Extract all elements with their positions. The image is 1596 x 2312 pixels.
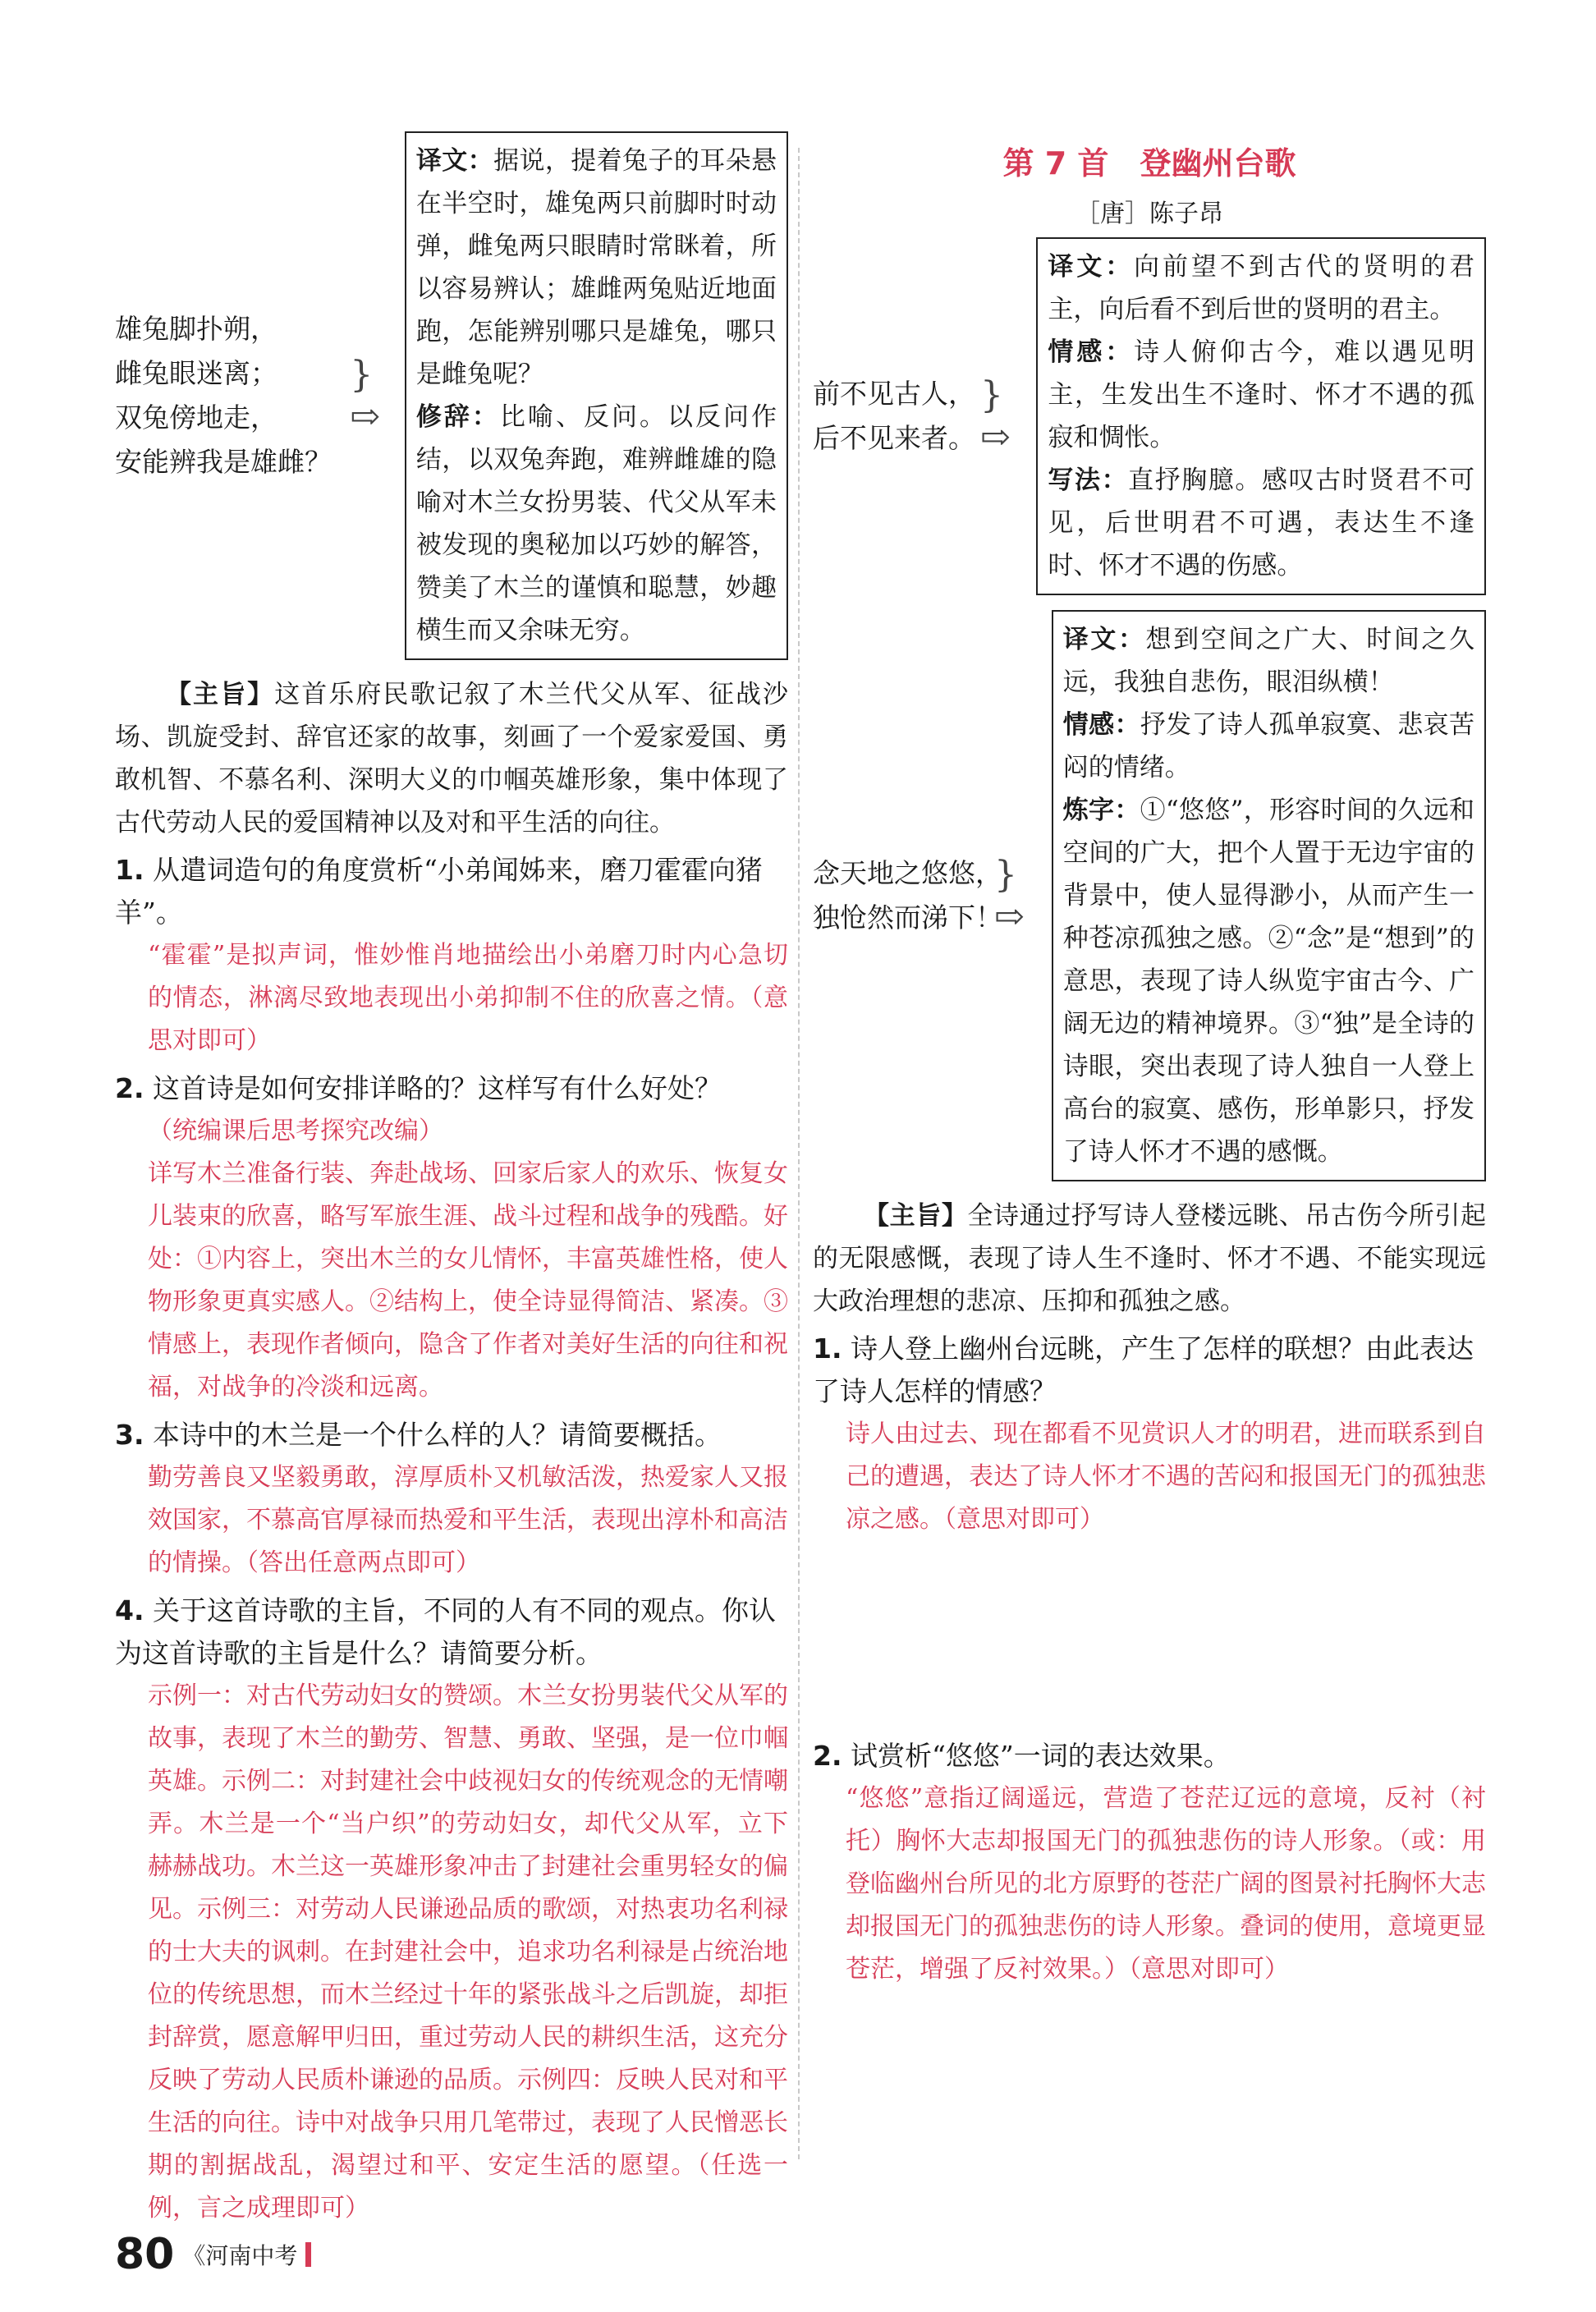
verse-annotation (813, 610, 1486, 1181)
question-item (115, 1414, 788, 1585)
annotation-box (1036, 237, 1486, 595)
bracket-arrow-icon: }⇨ (980, 374, 1011, 458)
gist-paragraph (813, 1195, 1486, 1323)
emotion-text: 抒发了诗人孤单寂寞、悲哀苦闷的情绪。 (1062, 710, 1474, 782)
answer-text: 详写木兰准备行装、奔赴战场、回家后家人的欢乐、恢复女儿装束的欣喜，略写军旅生涯、战斗过程和战争的残酷。好处：①内容上，突出木兰的女儿情怀，丰富英雄性格，使人物形象更真实感人。②结构上，使全诗显得简洁、紧凑。③情感上，表现作者倾向，隐含了作者对美好生活的向往和祝福，对战争的冷淡和远离。 (148, 1159, 788, 1401)
emotion-text: 诗人俯仰古今，难以遇见明主，生发出生不逢时、怀才不遇的孤寂和惆怅。 (1048, 337, 1475, 452)
method-text: 直抒胸臆。感叹古时贤君不可见，后世明君不可遇，表达生不逢时、怀才不遇的伤感。 (1048, 466, 1475, 580)
right-column (813, 131, 1486, 1991)
gist-text: 这首乐府民歌记叙了木兰代父从军、征战沙场、凯旋受封、辞官还家的故事，刻画了一个爱家爱国、勇敢机智、不慕名利、深明大义的巾帼英雄形象，集中体现了古代劳动人民的爱国精神以及对和平生活的向往。 (115, 680, 789, 837)
verse-lines (813, 851, 1002, 940)
word-entry (1063, 789, 1474, 1173)
column-divider (798, 148, 800, 2159)
gist-label: 【主旨】 (166, 680, 275, 709)
emotion-entry (1063, 704, 1474, 789)
question-prompt: 试赏析“悠悠”一词的表达效果。 (851, 1740, 1231, 1772)
bracket-arrow-icon: }⇨ (994, 854, 1025, 938)
question-text (115, 1414, 788, 1456)
translation-label: 译文： (1048, 252, 1135, 282)
gist-paragraph (115, 673, 788, 844)
question-number: 1. (115, 854, 144, 886)
bracket-arrow-icon: }⇨ (350, 354, 381, 438)
emotion-label: 情感： (1048, 337, 1135, 367)
answer-space (813, 1541, 1486, 1730)
question-item (115, 1067, 788, 1409)
question-text (115, 849, 788, 934)
verse-line: 雄兔脚扑朔， (115, 313, 277, 345)
page-footer (115, 2230, 311, 2279)
question-item (813, 1735, 1486, 1991)
translation-text: 想到空间之广大、时间之久远，我独自悲伤，眼泪纵横！ (1062, 625, 1474, 697)
question-text (115, 1590, 788, 1675)
answer-text: “霍霍”是拟声词，惟妙惟肖地描绘出小弟磨刀时内心急切的情态，淋漓尽致地表现出小弟抑制不住的欣喜之情。（意思对即可） (148, 941, 788, 1055)
answer-text: 勤劳善良又坚毅勇敢，淳厚质朴又机敏活泼，热爱家人又报效国家，不慕高官厚禄而热爱和平生活，表现出淳朴和高洁的情操。（答出任意两点即可） (148, 1463, 788, 1577)
question-item (813, 1328, 1486, 1541)
translation-text: 据说，提着兔子的耳朵悬在半空时，雄兔两只前脚时时动弹，雌兔两只眼睛时常眯着，所以容易辨认；雄雌两兔贴近地面跑，怎能辨别哪只是雄兔，哪只是雌兔呢？ (415, 146, 777, 389)
translation-label: 译文： (1062, 625, 1146, 654)
verse-lines (115, 307, 345, 484)
question-number: 2. (813, 1740, 842, 1772)
method-entry (1048, 459, 1474, 587)
emotion-label: 情感： (1062, 710, 1140, 740)
emotion-entry (1048, 331, 1474, 459)
rhetoric-text: 比喻、反问。以反问作结，以双兔奔跑，难辨雌雄的隐喻对木兰女扮男装、代父从军未被发现的奥秘加以巧妙的解答，赞美了木兰的谨慎和聪慧，妙趣横生而又余味无穷。 (415, 402, 777, 645)
translation-entry (1048, 245, 1474, 331)
rhetoric-entry (416, 396, 777, 652)
question-number: 2. (115, 1072, 144, 1104)
answer-text: 诗人由过去、现在都看不见赏识人才的明君，进而联系到自己的遭遇，表达了诗人怀才不遇的苦闷和报国无门的孤独悲凉之感。（意思对即可） (846, 1420, 1486, 1534)
verse-line: 雌兔眼迷离； (115, 357, 277, 389)
verse-annotation (813, 237, 1486, 595)
translation-entry (416, 140, 777, 396)
verse-line: 双兔傍地走， (115, 401, 277, 434)
verse-annotation (115, 131, 788, 660)
word-text: ①“悠悠”，形容时间的久远和空间的广大，把个人置于无边宇宙的背景中，使人显得渺小，从而产生一种苍凉孤独之感。②“念”是“想到”的意思，表现了诗人纵览宇宙古今、广阔无边的精神境界。③“独”是全诗的诗眼，突出表现了诗人独自一人登上高台的寂寞、感伤，形单影只，抒发了诗人怀才不遇的感慨。 (1062, 796, 1475, 1167)
question-text (813, 1328, 1486, 1413)
question-item (115, 1590, 788, 2230)
annotation-box (405, 131, 788, 660)
verse-line: 独怆然而涕下！ (813, 901, 1002, 934)
verse-lines (813, 372, 975, 461)
gist-text: 全诗通过抒写诗人登楼远眺、吊古伤今所引起的无限感慨，表现了诗人生不逢时、怀才不遇、不能实现远大政治理想的悲凉、压抑和孤独之感。 (813, 1201, 1487, 1316)
question-source: （统编课后思考探究改编） (148, 1117, 443, 1145)
answer-text: “悠悠”意指辽阔遥远，营造了苍茫辽远的意境，反衬（衬托）胸怀大志却报国无门的孤独悲伤的诗人形象。（或：用登临幽州台所见的北方原野的苍茫广阔的图景衬托胸怀大志却报国无门的孤独悲伤的诗人形象。叠词的使用，意境更显苍茫，增强了反衬效果。）（意思对即可） (846, 1784, 1486, 1984)
word-label: 炼字： (1062, 796, 1140, 825)
rhetoric-label: 修辞： (415, 402, 500, 432)
question-item (115, 849, 788, 1062)
answer-text: 示例一：对古代劳动妇女的赞颂。木兰女扮男装代父从军的故事，表现了木兰的勤劳、智慧、勇敢、坚强，是一位巾帼英雄。示例二：对封建社会中歧视妇女的传统观念的无情嘲弄。木兰是一个“当户织”的劳动妇女，却代父从军，立下赫赫战功。木兰这一英雄形象冲击了封建社会重男轻女的偏见。示例三：对劳动人民谦逊品质的歌颂，对热衷功名利禄的士大夫的讽刺。在封建社会中，追求功名利禄是占统治地位的传统思想，而木兰经过十年的紧张战斗之后凯旋，却拒封辞赏，愿意解甲归田，重过劳动人民的耕织生活，这充分反映了劳动人民质朴谦逊的品质。示例四：反映人民对和平生活的向往。诗中对战争只用几笔带过，表现了人民憎恶长期的割据战乱，渴望过和平、安定生活的愿望。（任选一例，言之成理即可） (148, 1681, 788, 2223)
translation-entry (1063, 618, 1474, 704)
question-text (813, 1735, 1486, 1778)
annotation-box (1052, 610, 1486, 1181)
gist-label: 【主旨】 (864, 1201, 968, 1231)
poem-author: ［唐］陈子昂 (1075, 200, 1223, 228)
footer-bar-icon (305, 2242, 311, 2267)
page-number: 80 (115, 2230, 175, 2279)
translation-text: 向前望不到古代的贤明的君主，向后看不到后世的贤明的君主。 (1048, 252, 1475, 324)
question-number: 3. (115, 1419, 144, 1451)
verse-line: 后不见来者。 (813, 422, 975, 454)
question-number: 1. (813, 1333, 842, 1365)
verse-line: 安能辨我是雄雌？ (115, 446, 332, 478)
question-prompt: 关于这首诗歌的主旨，不同的人有不同的观点。你认为这首诗歌的主旨是什么？请简要分析。 (115, 1594, 776, 1669)
question-number: 4. (115, 1594, 144, 1626)
question-prompt: 本诗中的木兰是一个什么样的人？请简要概括。 (153, 1419, 722, 1451)
question-prompt: 诗人登上幽州台远眺，产生了怎样的联想？由此表达了诗人怎样的情感？ (813, 1333, 1474, 1407)
method-label: 写法： (1048, 466, 1129, 495)
verse-line: 前不见古人， (813, 378, 975, 410)
footer-label: 《河南中考 (182, 2242, 298, 2269)
poem-title: 第 7 首 登幽州台歌 (1002, 145, 1296, 181)
translation-label: 译文： (415, 146, 494, 176)
question-text (115, 1067, 788, 1110)
question-prompt: 从遣词造句的角度赏析“小弟闻姊来，磨刀霍霍向猪羊”。 (115, 854, 763, 929)
verse-line: 念天地之悠悠， (813, 857, 1002, 889)
left-column (115, 131, 788, 2230)
question-prompt: 这首诗是如何安排详略的？这样写有什么好处？ (153, 1072, 722, 1104)
